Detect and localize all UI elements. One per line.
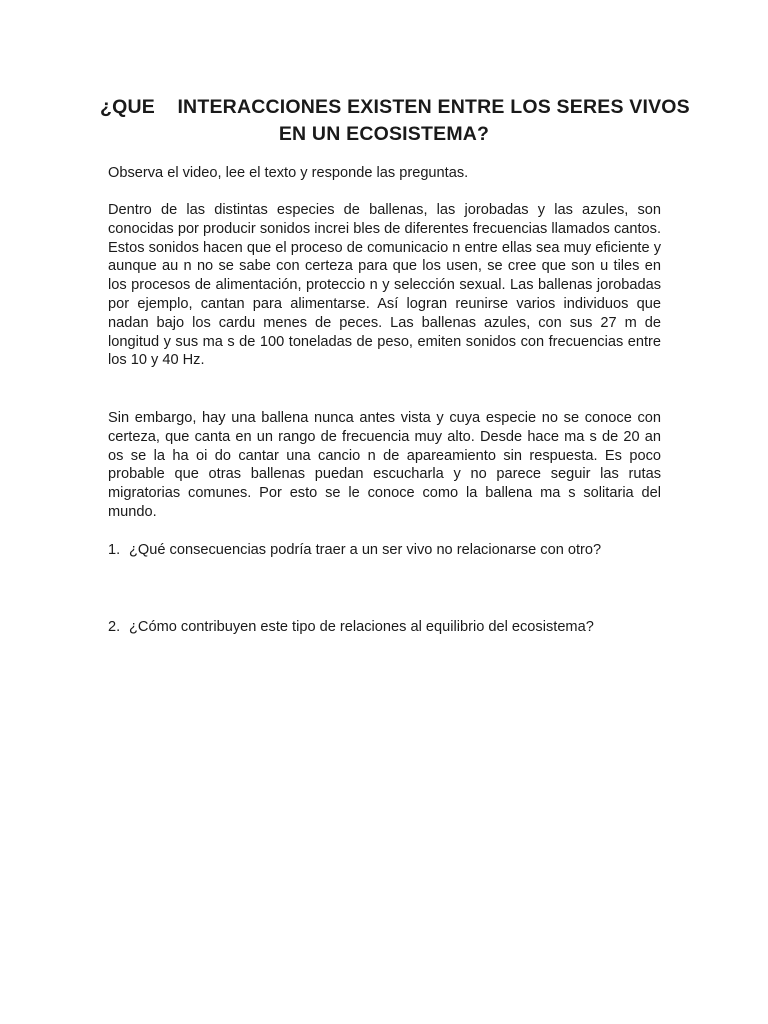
question-text: ¿Qué consecuencias podría traer a un ser vivo no relacionarse con otro? — [129, 542, 602, 558]
question-number: 1. — [108, 542, 121, 558]
question-1 — [108, 541, 668, 560]
paragraph-1: Dentro de las distintas especies de ballenas, las jorobadas y las azules, son conocidas por producir sonidos increi bles de diferentes frecuencias llamados cantos. Estos sonidos hacen que el proceso de comunicacio n entre ellas sea muy eficiente y aunque au n no se sabe con certeza para que los usen, se cree que son u tiles en los procesos de alimentación, proteccio n y selección sexual. Las ballenas jorobadas por ejemplo, cantan para alimentarse. Así logran reunirse varios individuos que nadan bajo los cardu menes de peces. Las ballenas azules, con sus 27 m de longitud y sus ma s de 100 toneladas de peso, emiten sonidos con frecuencias entre los 10 y 40 Hz. — [108, 202, 666, 369]
question-text: ¿Cómo contribuyen este tipo de relaciones al equilibrio del ecosistema? — [129, 619, 594, 635]
title-line-2: EN UN ECOSISTEMA? — [278, 123, 490, 145]
question-number: 2. — [108, 619, 121, 635]
instruction-text: Observa el video, lee el texto y responde las preguntas. — [108, 165, 469, 181]
paragraph-2: Sin embargo, hay una ballena nunca antes vista y cuya especie no se conoce con certeza, que canta en un rango de frecuencia muy alto. Desde hace ma s de 20 an os se la ha oi do cantar una cancio n de apareamiento sin respuesta. Es poco probable que otras ballenas puedan escucharla y no parece seguir las rutas migratorias comunes. Por esto se le conoce como la ballena ma s solitaria del mundo. — [108, 410, 666, 520]
document-title — [100, 94, 690, 148]
question-2 — [108, 618, 668, 637]
title-line-1: ¿QUE INTERACCIONES EXISTEN ENTRE LOS SERES VIVOS — [100, 96, 690, 118]
